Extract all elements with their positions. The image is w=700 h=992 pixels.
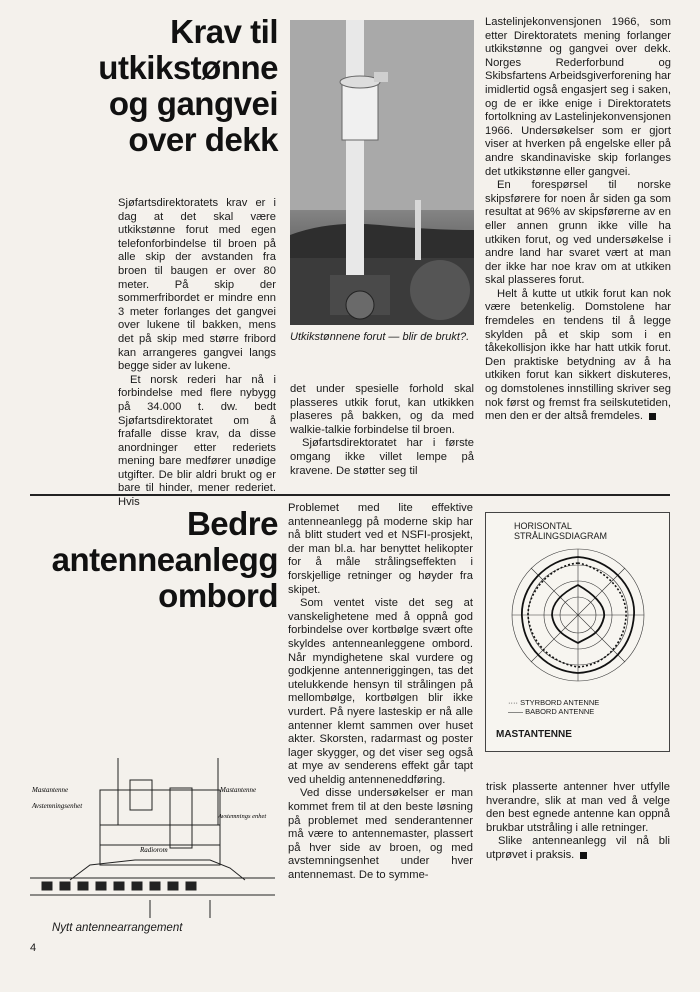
paragraph: Ved disse undersøkelser er man kommet frem til at den beste løsning på problemet med senderantenner må være to antennemaster, plassert på hver side av broen, og med avstemningsenhet under hver antennemast. De to symme- bbox=[288, 787, 473, 882]
paragraph: Sjøfartsdirektoratet har i første omgang ikke villet lempe på kravene. De støtter seg til bbox=[290, 437, 474, 477]
paragraph: Som ventet viste det seg at vanskelighetene med å oppnå god forbindelse over kortbølge svært ofte skyldes antenneanleggene ombord. Når myndighetene skal vurdere og godkjenne antenneriggingen, tas det utelukkende hensyn til strålingen på mellombølge, kortbølgen blir ikke vurdert. På nyere lasteskip er nå alle antenner klemt sammen over huset akter. Skorsten, radarmast og poster lager skygger, og det viser seg også at mye av senderens effekt går tapt ved uheldig antenneneddføring. bbox=[288, 597, 473, 786]
radiation-diagram bbox=[485, 512, 670, 752]
headline-line: Krav til bbox=[170, 13, 278, 50]
article2-column-2 bbox=[288, 502, 473, 883]
paragraph: En forespørsel til norske skipsførere for noen år siden ga som resultat at 96% av skipsførerne av en eller annen grunn ikke ville ha utkiken forut, og ved undersøkelse i andre land har svaret vært at man der ikke har noe krav om at utkiken skal plasseres forut. bbox=[485, 179, 671, 287]
headline-line: antenneanlegg bbox=[51, 541, 278, 578]
drawing-label: Mastantenne bbox=[32, 786, 69, 794]
article1-headline bbox=[30, 14, 278, 158]
paragraph: det under spesielle forhold skal plasseres utkik forut, kan utkikken plaseres på bakken, og da med walkie-talkie forbindelse til broen. bbox=[290, 383, 474, 436]
diagram-footer: MASTANTENNE bbox=[496, 729, 572, 740]
ship-antenna-drawing-icon bbox=[30, 750, 275, 920]
article1-column-3 bbox=[485, 16, 671, 424]
legend-label: STYRBORD ANTENNE bbox=[520, 698, 600, 707]
headline-line: utkikstønne bbox=[98, 49, 278, 86]
paragraph: Et norsk rederi har nå i forbindelse med flere nybygg på 34.000 t. dw. bedt Sjøfartsdirektoratet om å frafalle disse krav, da disse anordninger etter rederiets mening bare medfører unødige utgifter. De blir aldri brukt og er bare til hinder, mener rederiet. Hvis bbox=[118, 373, 276, 509]
diagram-legend bbox=[508, 698, 599, 716]
paragraph: Sjøfartsdirektoratets krav er i dag at det skal være utkikstønne forut med egen telefonforbindelse til broen på alle skip der avstanden fra broen til baugen er over 80 meter. På skip der sommerfribordet er mindre enn 3 meter forlanges det gangvei over lukene til bakken, mens det på skip med større fribord kan arrangeres gangvei langs begge sider av lukene. bbox=[118, 197, 276, 373]
diagram-title bbox=[514, 521, 607, 541]
headline-line: og gangvei bbox=[108, 85, 278, 122]
drawing-caption: Nytt antennearrangement bbox=[52, 922, 183, 934]
article2-headline bbox=[26, 506, 278, 614]
legend-item bbox=[508, 698, 599, 707]
paragraph: Lastelinjekonvensjonen 1966, som etter Direktoratets mening forlanger utkikstønne og gangvei over dekk. Norges Rederforbund og Skibsfartens Arbeidsgiverforening har imidlertid også engasjert seg i saken, og de er ikke enige i Direktoratets fortolkning av Lastelinjekonvensjonen 1966. Undersøkelser som er gjort viser at hverken på engelske eller på andre skandinaviske skip forlanges det utkikstønne eller gangvei. bbox=[485, 16, 671, 178]
article1-column-2 bbox=[290, 383, 474, 478]
paragraph-text: Slike antenneanlegg vil nå bli utprøvet i praksis. bbox=[486, 835, 670, 861]
paragraph bbox=[486, 835, 670, 862]
paragraph-text: Helt å kutte ut utkik forut kan nok være betenkelig. Domstolene har fremdeles en tendens til å legge skylden på et skip som i en tåkekollisjon ikke har hatt utkik forut. Den praktiske betydning av å ha utkiken forut kan sikkert diskuteres, og domstolenes innstilling skriver seg nok først og fremst fra seilskutetiden, men den er der altså fremdeles. bbox=[485, 287, 671, 423]
antenna-arrangement-drawing bbox=[30, 750, 275, 920]
photo-caption: Utkikstønnene forut — blir de brukt?. bbox=[290, 331, 470, 343]
legend-item bbox=[508, 707, 599, 716]
polar-diagram-icon bbox=[508, 545, 648, 685]
article-divider bbox=[30, 494, 670, 496]
paragraph: trisk plasserte antenner hver utfylle hverandre, slik at man ved å velge den best egnede antenne kan oppnå brukbar utstråling i alle retninger. bbox=[486, 781, 670, 834]
headline-line: Bedre bbox=[186, 505, 278, 542]
drawing-label: Radiorom bbox=[140, 846, 168, 854]
lookout-photo bbox=[290, 20, 474, 325]
paragraph bbox=[485, 288, 671, 424]
ship-mast-photo-icon bbox=[290, 20, 474, 325]
headline-line: ombord bbox=[158, 577, 278, 614]
end-mark-icon bbox=[649, 413, 656, 420]
article2-column-3 bbox=[486, 781, 670, 863]
paragraph: Problemet med lite effektive antenneanlegg på moderne skip har nå blitt studert ved et NSFI-prosjekt, der man bl.a. har benyttet helikopter for å måle strålingseffekten i forskjellige retninger og høyder fra skipet. bbox=[288, 502, 473, 596]
drawing-label: Avstemningsenhet bbox=[32, 802, 83, 810]
headline-line: over dekk bbox=[128, 121, 278, 158]
page-number: 4 bbox=[30, 942, 37, 954]
diagram-title-line: HORISONTAL bbox=[514, 521, 572, 531]
diagram-title-line: STRÅLINGSDIAGRAM bbox=[514, 531, 608, 541]
drawing-label: Mastantenne bbox=[220, 786, 257, 794]
drawing-label: Avstemnings enhet bbox=[218, 813, 267, 820]
legend-label: BABORD ANTENNE bbox=[525, 707, 595, 716]
end-mark-icon bbox=[580, 852, 587, 859]
solid-line-icon: —— bbox=[508, 707, 523, 716]
dotted-line-icon: ···· bbox=[508, 698, 518, 707]
article1-column-1 bbox=[118, 197, 276, 510]
